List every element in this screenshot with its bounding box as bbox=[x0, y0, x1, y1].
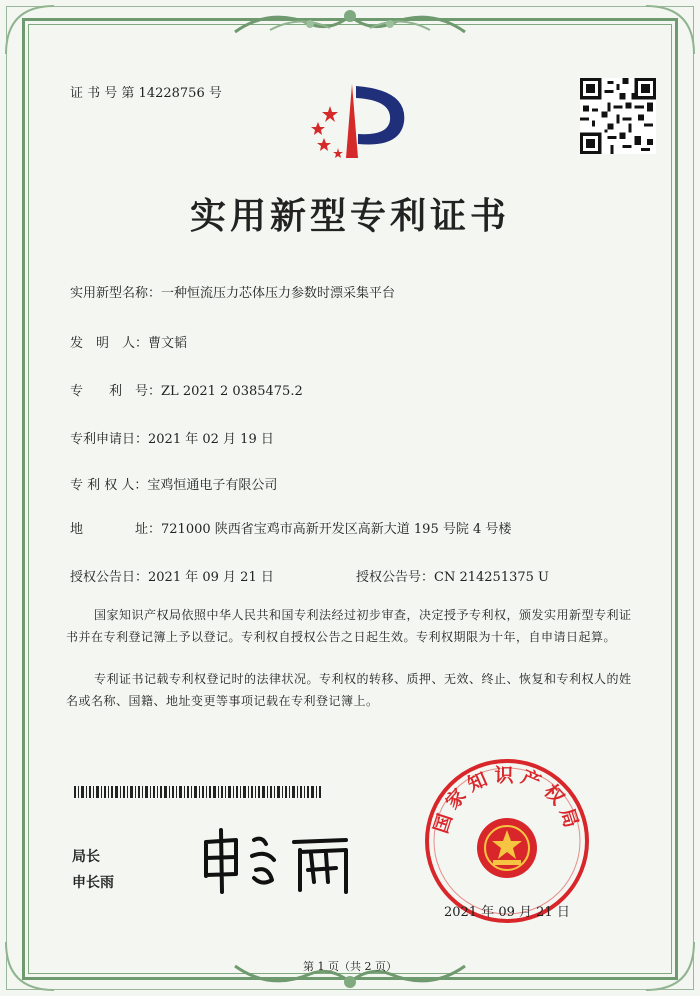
grant-date-row bbox=[70, 566, 274, 585]
grant-number-label: 授权公告号： bbox=[356, 570, 435, 585]
certificate-number-label: 证 书 号 第 bbox=[70, 86, 135, 101]
body-paragraph: 国家知识产权局依照中华人民共和国专利法经过初步审查，决定授予专利权，颁发实用新型专利证书并在专利登记簿上予以登记。专利权自授权公告之日起生效。专利权期限为十年，自申请日起算。 bbox=[66, 608, 632, 644]
inventor-row bbox=[70, 332, 187, 351]
certificate-number-suffix: 号 bbox=[208, 86, 222, 101]
certificate-title: 实用新型专利证书 bbox=[189, 195, 510, 237]
filing-date-row bbox=[70, 428, 274, 447]
director-name: 申长雨 bbox=[72, 875, 114, 891]
corner-ornament-icon bbox=[0, 0, 60, 60]
utility-name-row bbox=[70, 282, 395, 301]
patentee-label: 专 利 权 人： bbox=[70, 478, 148, 493]
grant-number-value: CN 214251375 U bbox=[434, 570, 549, 585]
top-ornament-icon bbox=[230, 2, 470, 42]
utility-name-value: 一种恒流压力芯体压力参数时漂采集平台 bbox=[161, 286, 396, 301]
filing-date-value: 2021 年 02 月 19 日 bbox=[148, 432, 274, 447]
seal-text: 国家知识产权局 bbox=[429, 764, 585, 837]
corner-ornament-icon bbox=[640, 0, 700, 60]
seal-date: 2021 年 09 月 21 日 bbox=[444, 905, 570, 920]
page-number: 第 1 页（共 2 页） bbox=[303, 960, 397, 973]
utility-name-label: 实用新型名称： bbox=[70, 286, 162, 301]
signature-icon bbox=[196, 820, 376, 900]
certificate-number-value: 14228756 bbox=[138, 86, 205, 101]
patent-number-label: 专 利 号： bbox=[70, 384, 162, 399]
cnipa-logo-icon bbox=[296, 78, 412, 170]
patent-number-row bbox=[70, 380, 303, 399]
certificate-number bbox=[70, 82, 222, 101]
inventor-label: 发 明 人： bbox=[70, 336, 149, 351]
inventor-value: 曹文韬 bbox=[148, 336, 188, 351]
grant-date-value: 2021 年 09 月 21 日 bbox=[148, 570, 274, 585]
address-label: 地 址： bbox=[70, 522, 162, 537]
patentee-row bbox=[70, 474, 277, 493]
patent-number-value: ZL 2021 2 0385475.2 bbox=[161, 384, 303, 399]
director-title: 局长 bbox=[72, 849, 100, 865]
address-row bbox=[70, 518, 511, 537]
grant-number-row bbox=[356, 566, 549, 585]
grant-date-label: 授权公告日： bbox=[70, 570, 149, 585]
qr-code-icon bbox=[580, 78, 656, 154]
patentee-value: 宝鸡恒通电子有限公司 bbox=[147, 478, 278, 493]
address-value: 721000 陕西省宝鸡市高新开发区高新大道 195 号院 4 号楼 bbox=[161, 522, 512, 537]
body-paragraph: 专利证书记载专利权登记时的法律状况。专利权的转移、质押、无效、终止、恢复和专利权人的姓名或名称、国籍、地址变更等事项记载在专利登记簿上。 bbox=[66, 672, 632, 708]
filing-date-label: 专利申请日： bbox=[70, 432, 149, 447]
barcode-icon bbox=[74, 786, 324, 798]
